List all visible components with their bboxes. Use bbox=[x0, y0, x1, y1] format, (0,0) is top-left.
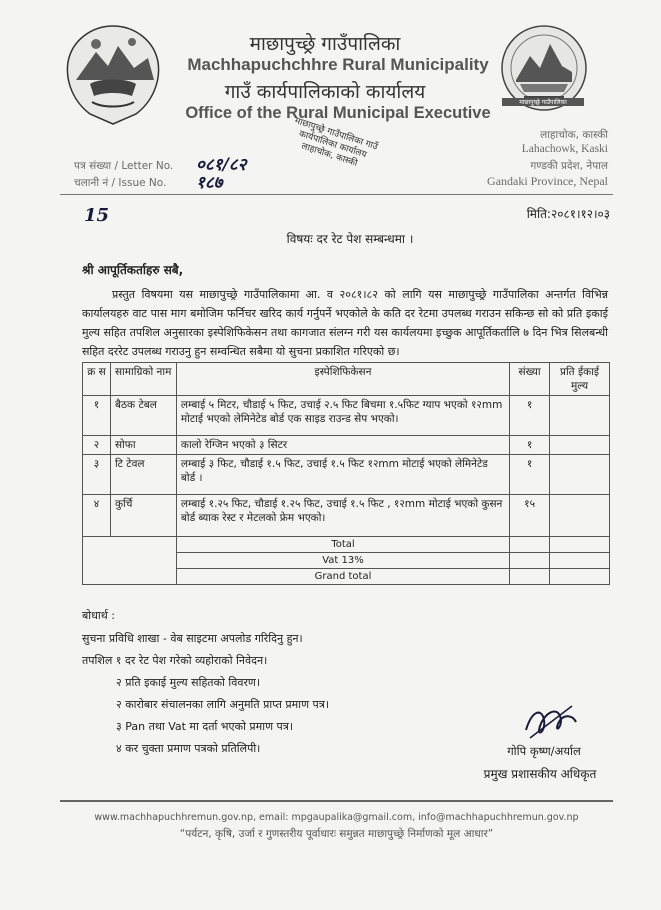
row-price bbox=[550, 396, 610, 436]
municipality-name-en: Machhapuchchhre Rural Municipality bbox=[187, 55, 489, 74]
date: मिति:२०८१।१२।०३ bbox=[526, 207, 610, 221]
logo-caption: माछापुच्छ्रे गाउँपालिका bbox=[502, 98, 584, 106]
attachment-item: ४ कर चुक्ता प्रमाण पत्रको प्रतिलिपी। bbox=[116, 742, 261, 755]
footer-divider bbox=[60, 800, 613, 802]
vat-row bbox=[83, 553, 610, 569]
spec-table-wrapper bbox=[82, 362, 610, 585]
signature-icon bbox=[520, 700, 580, 744]
table-row bbox=[83, 436, 610, 455]
letter-no-value: ०८१/८२ bbox=[196, 155, 247, 175]
letter-no-label: पत्र संख्या / Letter No. bbox=[74, 160, 174, 172]
row-spec: लम्बाई ५ मिटर, चौडाई ५ फिट, उचाई २.५ फिट बिचमा १.५फिट ग्याप भएको १२mm मोटाई भएको लेमिनेटेड बोर्ड एक साइड राउन्ड सेप भएको। bbox=[176, 396, 509, 436]
vat-label: Vat 13% bbox=[176, 553, 509, 569]
province-en: Gandaki Province, Nepal bbox=[487, 174, 608, 188]
signatory-title: प्रमुख प्रशासकीय अधिकृत bbox=[483, 767, 597, 781]
office-stamp: माछापुच्छ्रे गाउँपालिका गाउँ कार्यपालिका कार्यालय लाहाचोक, कास्की bbox=[293, 116, 379, 169]
attachment-item: ३ Pan तथा Vat मा दर्ता भएको प्रमाण पत्र। bbox=[116, 720, 294, 733]
issue-no-value: १८७ bbox=[196, 173, 223, 193]
row-price bbox=[550, 495, 610, 537]
row-item-name: कुर्चि bbox=[110, 495, 176, 537]
cc-line: सुचना प्रविधि शाखा - वेब साइटमा अपलोड गरिदिनु हुन। bbox=[82, 632, 303, 645]
nepal-emblem-logo-icon bbox=[62, 22, 164, 126]
row-sn: २ bbox=[83, 436, 111, 455]
spec-table bbox=[82, 362, 610, 585]
attachment-item: २ कारोबार संचालनका लागि अनुमति प्राप्त प्रमाण पत्र। bbox=[116, 698, 330, 711]
attachment-heading: तपशिल १ दर रेट पेश गरेको व्यहोराको निवेदन। bbox=[82, 654, 268, 667]
row-qty: १ bbox=[510, 455, 550, 495]
cc-label: बोधार्थ : bbox=[82, 609, 115, 622]
header-spec: इस्पेशिफिकेसन bbox=[176, 363, 509, 396]
row-qty: १ bbox=[510, 436, 550, 455]
issue-no-label: चलानी नं / Issue No. bbox=[74, 177, 167, 189]
row-item-name: सोफा bbox=[110, 436, 176, 455]
footer-contacts: www.machhapuchhremun.gov.np, email: mpgaupalika@gmail.com, info@machhapuchhremun.gov.np bbox=[94, 812, 579, 823]
row-sn: १ bbox=[83, 396, 111, 436]
office-name-np: गाउँ कार्यपालिकाको कार्यालय bbox=[224, 81, 426, 103]
row-spec: लम्बाई ३ फिट, चौडाई १.५ फिट, उचाई १.५ फिट १२mm मोटाई भएको लेमिनेटेड बोर्ड । bbox=[176, 455, 509, 495]
signatory-name: गोपि कृष्ण/अर्याल bbox=[507, 744, 581, 758]
row-qty: १ bbox=[510, 396, 550, 436]
row-spec: लम्बाई १.२५ फिट, चौडाई १.२५ फिट, उचाई १.५ फिट , १२mm मोटाई भएको कुसन बोर्ड ब्याक रेस्ट र मेटलको फ्रेम भएको। bbox=[176, 495, 509, 537]
subject: विषयः दर रेट पेश सम्बन्धमा । bbox=[286, 232, 414, 246]
footer-motto: “पर्यटन, कृषि, उर्जा र गुणस्तरीय पूर्वाधारः समुन्नत माछापुच्छ्रे निर्माणको मूल आधार” bbox=[179, 828, 494, 840]
row-sn: ४ bbox=[83, 495, 111, 537]
row-qty: १५ bbox=[510, 495, 550, 537]
header-sn: क्र स bbox=[83, 363, 111, 396]
address-np-2: गण्डकी प्रदेश, नेपाल bbox=[530, 160, 608, 172]
margin-mark: 15 bbox=[84, 205, 110, 226]
grand-total-row bbox=[83, 569, 610, 585]
row-price bbox=[550, 436, 610, 455]
header-unit-price: प्रति ईकाई मुल्य bbox=[550, 363, 610, 396]
row-item-name: टि टेवल bbox=[110, 455, 176, 495]
header-item-name: सामाग्रिको नाम bbox=[110, 363, 176, 396]
grand-total-label: Grand total bbox=[176, 569, 509, 585]
table-row bbox=[83, 396, 610, 436]
row-item-name: बैठक टेबल bbox=[110, 396, 176, 436]
row-spec: कालो रेग्जिन भएको ३ सिटर bbox=[176, 436, 509, 455]
body-paragraph: प्रस्तुत विषयमा यस माछापुच्छ्रे गाउँपालिकामा आ. व २०८१।८२ को लागि यस माछापुच्छ्रे गाउँपालिका अन्तर्गत विभिन्न कार्यालयहरु वाट पास माग बमोजिम फर्निचर खरिद कार्य गर्नुपर्ने भएकोले के कति दर रेटमा उपलब्ध गराउन सकिन्छ सो को प्रति इकाई मुल्य सहित तपशिल अनुसारका इस्पेशिफिकेसन तथा कागजात संलग्न गरी यस कार्यलयमा इच्छुक आपूर्तिकर्तालि ७ दिन भित्र सिलबन्धी सहित दररेट उपलब्ध गराउनु हुन सम्वन्धित सबैमा यो सुचना प्रकाशित गरिएको छ। bbox=[82, 288, 608, 358]
address-np-1: लाहाचोक, कास्की bbox=[540, 129, 608, 141]
salutation: श्री आपूर्तिकर्ताहरु सबै, bbox=[82, 263, 184, 277]
address-en: Lahachowk, Kaski bbox=[521, 143, 608, 155]
total-label: Total bbox=[176, 537, 509, 553]
header-divider bbox=[60, 194, 613, 195]
attachment-item: २ प्रति इकाई मुल्य सहितको विवरण। bbox=[116, 676, 261, 689]
table-row bbox=[83, 455, 610, 495]
municipality-name-np: माछापुच्छ्रे गाउँपालिका bbox=[249, 33, 401, 55]
header-qty: संख्या bbox=[510, 363, 550, 396]
row-price bbox=[550, 455, 610, 495]
table-row bbox=[83, 495, 610, 537]
office-name-en: Office of the Rural Municipal Executive bbox=[185, 104, 491, 122]
total-row bbox=[83, 537, 610, 553]
table-header-row bbox=[83, 363, 610, 396]
row-sn: ३ bbox=[83, 455, 111, 495]
